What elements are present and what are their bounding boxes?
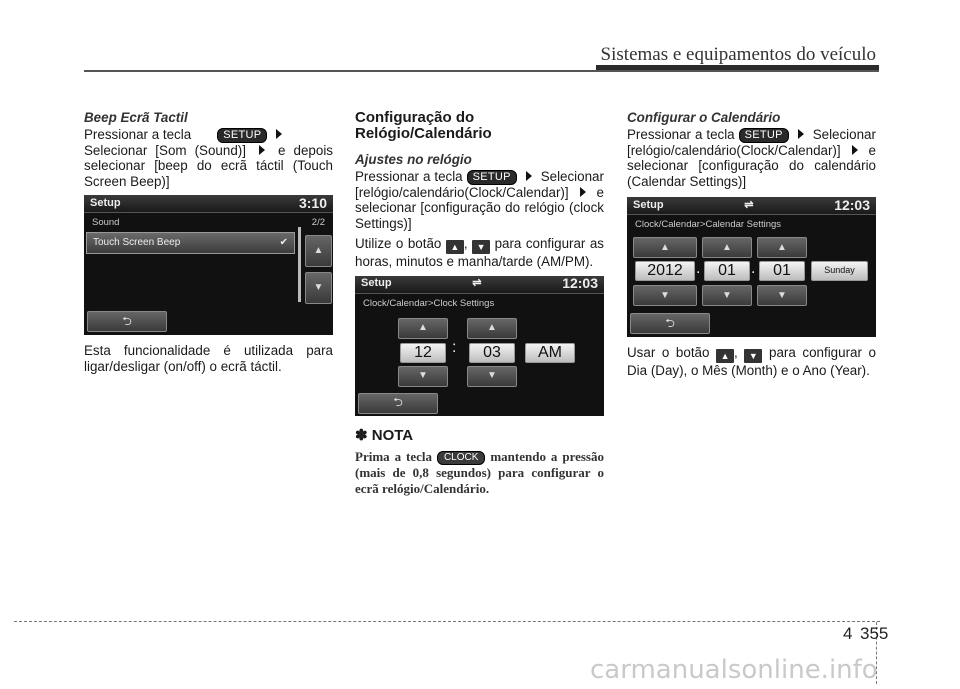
- scrollbar[interactable]: [298, 227, 301, 302]
- weekday-value: Sunday: [811, 261, 868, 281]
- down-button-icon: ▼: [472, 240, 490, 254]
- ampm-value[interactable]: AM: [525, 343, 575, 363]
- year-up-button[interactable]: ▲: [633, 237, 697, 258]
- chapter-number: 4: [843, 624, 853, 643]
- date-separator: .: [751, 260, 756, 277]
- instructions-calendar: Pressionar a tecla SETUP Selecionar [relógio/calendário(Clock/Calendar)] e selecionar [configuração do calendário (Calendar Settings)]: [627, 126, 876, 189]
- note-title: ✽ NOTA: [355, 426, 414, 444]
- note-text: Prima a tecla CLOCK mantendo a pressão (mais de 0,8 segundos) para configurar o ecrã relógio/Calendário.: [355, 449, 604, 496]
- instructions-beep: Pressionar a tecla SETUP Selecionar [Som (Sound)] e depois selecionar [beep do ecrã táctil (Touch Screen Beep)]: [84, 126, 333, 189]
- subhead-calendar: Configurar o Calendário: [627, 110, 781, 125]
- minute-value: 03: [469, 343, 515, 363]
- arrow-right-icon: [526, 171, 532, 181]
- setup-key: SETUP: [217, 128, 267, 143]
- menu-name: Sound: [92, 217, 120, 229]
- usb-icon: ⇌: [472, 277, 482, 290]
- hour-up-button[interactable]: ▲: [398, 318, 448, 339]
- touch-screen-beep-item[interactable]: Touch Screen Beep ✔: [86, 232, 295, 254]
- year-down-button[interactable]: ▼: [633, 285, 697, 306]
- day-value: 01: [759, 261, 805, 281]
- month-down-button[interactable]: ▼: [702, 285, 752, 306]
- arrow-right-icon: [798, 129, 804, 139]
- scroll-up-button[interactable]: ▲: [305, 235, 332, 267]
- day-down-button[interactable]: ▼: [757, 285, 807, 306]
- footer-rule: [14, 621, 880, 622]
- screen-topbar: [355, 276, 604, 294]
- subhead-beep: Beep Ecrã Tactil: [84, 110, 188, 125]
- section-title-clock-calendar: Configuração do Relógio/Calendário: [355, 109, 492, 142]
- date-separator: .: [696, 260, 701, 277]
- column-calendar: [627, 110, 876, 384]
- screen-clock: 12:03: [562, 275, 598, 292]
- minute-up-button[interactable]: ▲: [467, 318, 517, 339]
- screen-topbar: [84, 195, 333, 213]
- arrow-right-icon: [276, 129, 282, 139]
- back-button[interactable]: ⮌: [630, 313, 710, 334]
- up-button-icon: ▲: [716, 349, 734, 363]
- body-calendar: Usar o botão ▲ , ▼ para configurar o Dia (Day), o Mês (Month) e o Ano (Year).: [627, 345, 876, 378]
- instructions-clock: Pressionar a tecla SETUP Selecionar [relógio/calendário(Clock/Calendar)] e selecionar [configuração do relógio (clock Settings)]: [355, 168, 604, 231]
- screen-title: Setup: [90, 196, 121, 209]
- minute-down-button[interactable]: ▼: [467, 366, 517, 387]
- time-separator: :: [452, 338, 457, 356]
- down-button-icon: ▼: [744, 349, 762, 363]
- screen-clock-settings: [355, 276, 604, 416]
- back-button[interactable]: ⮌: [358, 393, 438, 414]
- screen-sound-setup: [84, 195, 333, 335]
- clock-key: CLOCK: [437, 451, 485, 465]
- month-value: 01: [704, 261, 750, 281]
- arrow-right-icon: [259, 145, 265, 155]
- watermark: carmanualsonline.info: [590, 655, 878, 685]
- page-indicator: 2/2: [311, 217, 325, 229]
- body-beep: Esta funcionalidade é utilizada para ligar/desligar (on/off) o ecrã táctil.: [84, 343, 333, 374]
- screen-topbar: [627, 197, 876, 215]
- page-header-title: Sistemas e equipamentos do veículo: [600, 44, 876, 65]
- screen-subtitle: [84, 213, 333, 233]
- column-beep: [84, 110, 333, 379]
- up-button-icon: ▲: [446, 240, 464, 254]
- setup-key: SETUP: [467, 170, 517, 185]
- screen-clock: 12:03: [834, 197, 870, 213]
- page-number: 355: [860, 624, 889, 643]
- column-clock: [355, 110, 604, 496]
- scroll-down-button[interactable]: ▼: [305, 272, 332, 304]
- arrow-right-icon: [580, 187, 586, 197]
- check-icon: ✔: [279, 237, 288, 249]
- screen-clock: 3:10: [298, 195, 327, 211]
- hour-down-button[interactable]: ▼: [398, 366, 448, 387]
- screen-path: Clock/Calendar>Calendar Settings: [635, 219, 782, 231]
- screen-title: Setup: [633, 198, 664, 211]
- body-clock: Utilize o botão ▲ , ▼ para configurar as horas, minutos e manha/tarde (AM/PM).: [355, 236, 604, 269]
- screen-path: Clock/Calendar>Clock Settings: [363, 297, 495, 309]
- screen-title: Setup: [361, 277, 392, 290]
- screen-calendar-settings: [627, 197, 876, 337]
- day-up-button[interactable]: ▲: [757, 237, 807, 258]
- back-button[interactable]: ⮌: [87, 311, 167, 332]
- subhead-clock: Ajustes no relógio: [355, 152, 472, 167]
- usb-icon: ⇌: [744, 198, 754, 211]
- arrow-right-icon: [852, 145, 858, 155]
- header-rule: [84, 70, 879, 72]
- month-up-button[interactable]: ▲: [702, 237, 752, 258]
- setup-key: SETUP: [739, 128, 789, 143]
- hour-value: 12: [400, 343, 446, 363]
- year-value: 2012: [635, 261, 695, 281]
